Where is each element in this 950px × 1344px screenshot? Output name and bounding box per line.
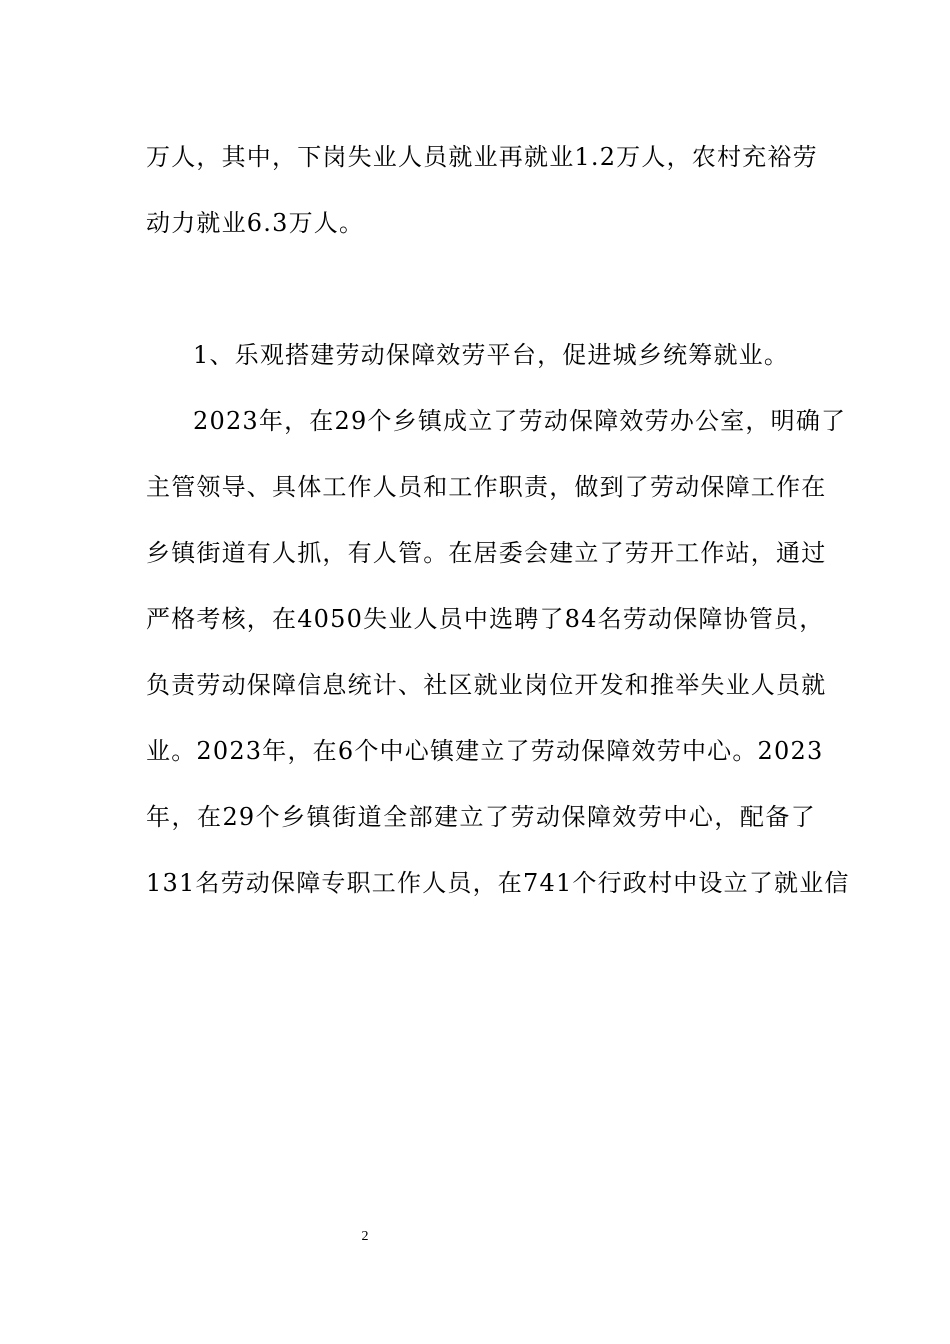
paragraph-line-7: 负责劳动保障信息统计、社区就业岗位开发和推举失业人员就 xyxy=(146,671,827,699)
paragraph-line-10: 131名劳动保障专职工作人员，在741个行政村中设立了就业信 xyxy=(146,869,850,897)
paragraph-line-9: 年，在29个乡镇街道全部建立了劳动保障效劳中心，配备了 xyxy=(146,803,816,831)
paragraph-line-5: 乡镇街道有人抓，有人管。在居委会建立了劳开工作站，通过 xyxy=(146,539,827,567)
page-number: 2 xyxy=(361,1229,369,1244)
section-heading: 1、乐观搭建劳动保障效劳平台，促进城乡统筹就业。 xyxy=(193,341,790,369)
paragraph-line-4: 主管领导、具体工作人员和工作职责，做到了劳动保障工作在 xyxy=(146,473,827,501)
paragraph-line-6: 严格考核，在4050失业人员中选聘了84名劳动保障协管员， xyxy=(146,605,825,633)
paragraph-line-3: 2023年，在29个乡镇成立了劳动保障效劳办公室，明确了 xyxy=(193,407,847,435)
paragraph-line-2: 动力就业6.3万人。 xyxy=(146,209,365,237)
paragraph-line-1: 万人，其中，下岗失业人员就业再就业1.2万人，农村充裕劳 xyxy=(146,143,818,171)
paragraph-line-8: 业。2023年，在6个中心镇建立了劳动保障效劳中心。2023 xyxy=(146,737,824,765)
